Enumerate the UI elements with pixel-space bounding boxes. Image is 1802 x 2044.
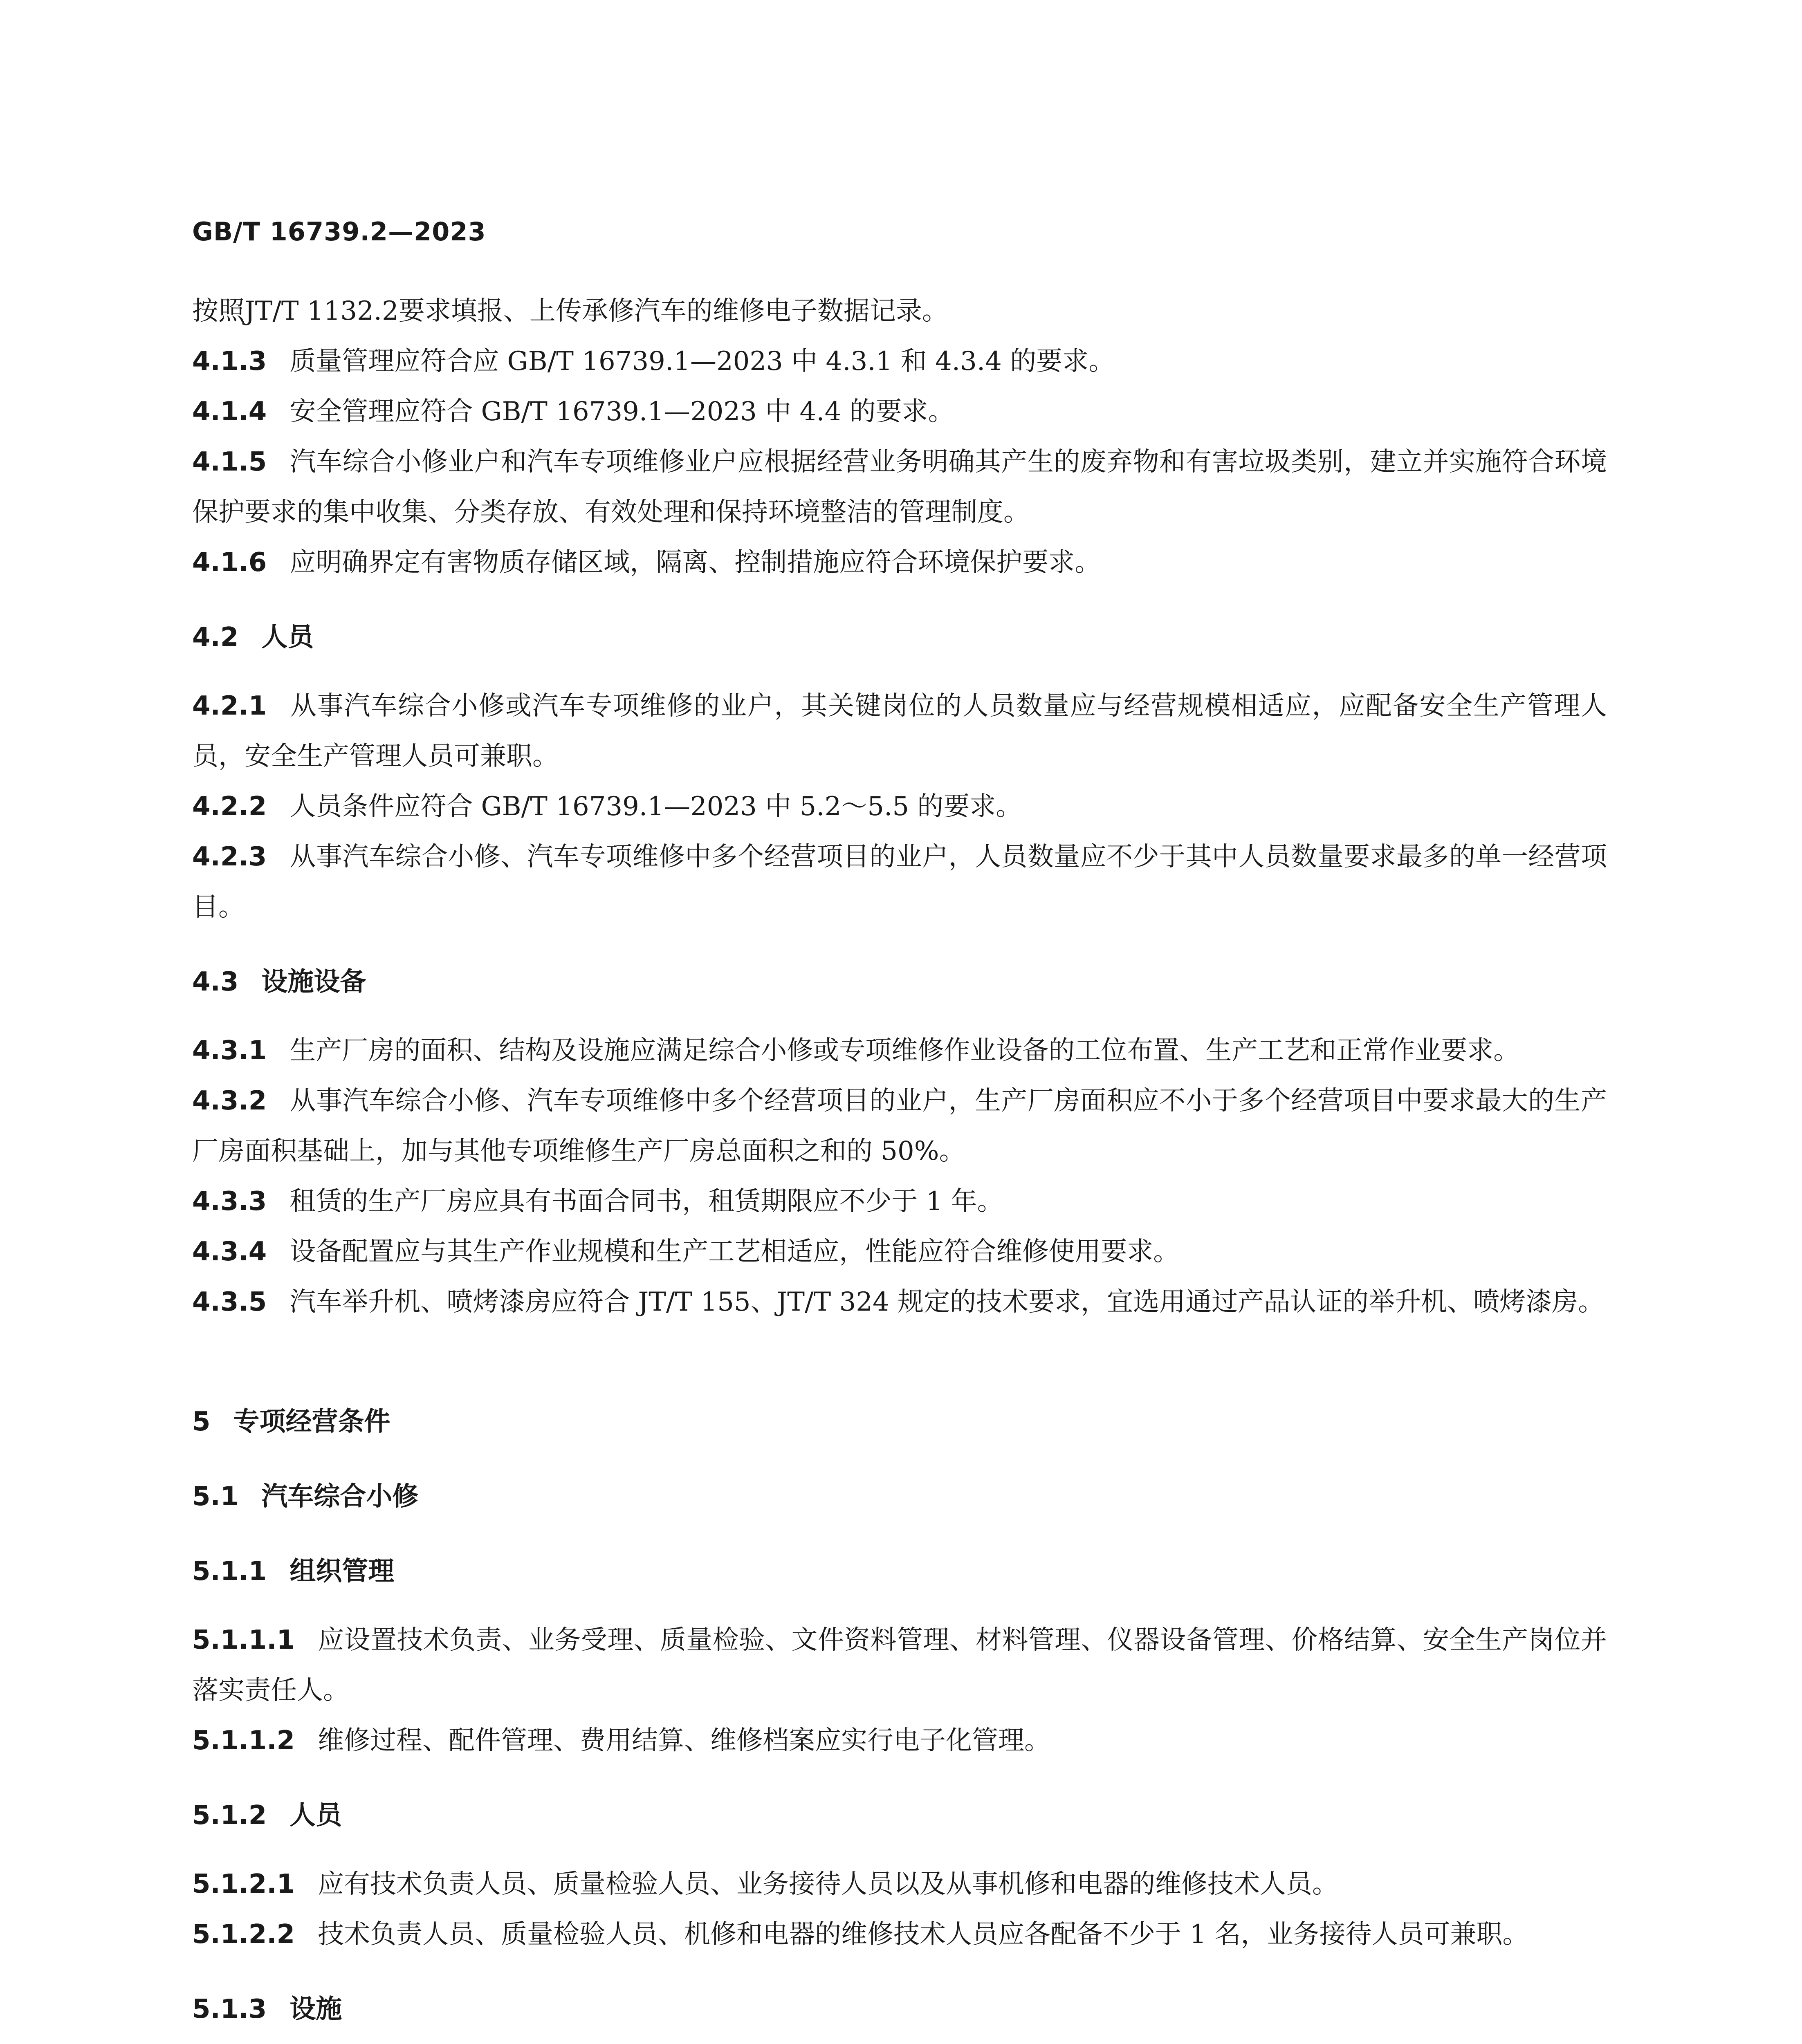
clause-number: 4.3.5 [192,1287,267,1317]
clause-number: 5.1.1.2 [192,1726,295,1756]
clause-text: 按照JT/T 1132.2要求填报、上传承修汽车的维修电子数据记录。 [192,296,948,326]
clause-number: 5.1.2.1 [192,1869,295,1899]
clause-text: 组织管理 [289,1556,395,1587]
clause-paragraph [192,1227,1607,1277]
clause-text: 从事汽车综合小修、汽车专项维修中多个经营项目的业户，人员数量应不少于其中人员数量要求最多的单一经营项目。 [192,842,1607,922]
clause-number: 4.3.4 [192,1237,267,1267]
clause-text: 人员 [289,1800,342,1831]
clause-text: 设备配置应与其生产作业规模和生产工艺相适应，性能应符合维修使用要求。 [289,1237,1180,1267]
clause-number: 5.1.2 [192,1800,267,1831]
standard-code: GB/T 16739.2—2023 [192,217,486,247]
clause-number: 4.3.1 [192,1035,267,1066]
clause-number: 4.1.6 [192,547,267,578]
clause-paragraph [192,336,1607,387]
clause-number: 4.1.5 [192,447,267,477]
clause-text: 技术负责人员、质量检验人员、机修和电器的维修技术人员应各配备不少于 1 名，业务接待人员可兼职。 [318,1919,1529,1950]
clause-paragraph [192,437,1607,538]
clause-text: 维修过程、配件管理、费用结算、维修档案应实行电子化管理。 [318,1726,1051,1756]
clause-paragraph [192,1277,1607,1327]
clause-text: 从事汽车综合小修或汽车专项维修的业户，其关键岗位的人员数量应与经营规模相适应，应配备安全生产管理人员，安全生产管理人员可兼职。 [192,691,1607,771]
clause-text: 人员 [261,622,314,652]
clause-number: 5.1.1.1 [192,1625,295,1655]
clause-text: 安全管理应符合 GB/T 16739.1—2023 中 4.4 的要求。 [289,397,954,427]
clause-number: 5.1.2.2 [192,1919,295,1950]
clause-text: 质量管理应符合应 GB/T 16739.1—2023 中 4.3.1 和 4.3.4 的要求。 [289,346,1115,377]
section-heading [192,957,1607,1007]
clause-text: 应有技术负责人员、质量检验人员、业务接待人员以及从事机修和电器的维修技术人员。 [318,1869,1339,1899]
clause-number: 5.1 [192,1481,239,1512]
clause-paragraph [192,1026,1607,1076]
clause-paragraph [192,782,1607,832]
clause-number: 4.1.4 [192,397,267,427]
clause-paragraph [192,1859,1607,1910]
clause-paragraph [192,387,1607,437]
clause-number: 4.2 [192,622,239,652]
clause-paragraph [192,1177,1607,1227]
clause-number: 5 [192,1407,211,1437]
section-heading [192,1397,1607,1447]
clause-paragraph [192,1910,1607,1960]
clause-paragraph [192,538,1607,588]
clause-text: 人员条件应符合 GB/T 16739.1—2023 中 5.2～5.5 的要求。 [289,791,1022,822]
clause-text: 从事汽车综合小修、汽车专项维修中多个经营项目的业户，生产厂房面积应不小于多个经营项目中要求最大的生产厂房面积基础上，加与其他专项维修生产厂房总面积之和的 50%。 [192,1086,1607,1166]
clause-number: 4.2.2 [192,791,267,822]
clause-text: 租赁的生产厂房应具有书面合同书，租赁期限应不少于 1 年。 [289,1186,1003,1217]
clause-number: 4.3 [192,967,239,997]
clause-number: 4.3.3 [192,1186,267,1217]
clause-number: 4.2.1 [192,691,267,721]
clause-paragraph [192,1615,1607,1716]
section-heading [192,1984,1607,2035]
clause-text: 应设置技术负责、业务受理、质量检验、文件资料管理、材料管理、仪器设备管理、价格结算、安全生产岗位并落实责任人。 [192,1625,1607,1706]
clause-paragraph [192,832,1607,932]
clause-paragraph [192,1716,1607,1766]
clause-text: 应明确界定有害物质存储区域，隔离、控制措施应符合环境保护要求。 [289,547,1101,578]
clause-text: 设施 [289,1994,342,2024]
clause-number: 4.3.2 [192,1086,267,1116]
clause-text: 汽车举升机、喷烤漆房应符合 JT/T 155、JT/T 324 规定的技术要求，宜选用通过产品认证的举升机、喷烤漆房。 [289,1287,1605,1317]
clause-text: 生产厂房的面积、结构及设施应满足综合小修或专项维修作业设备的工位布置、生产工艺和正常作业要求。 [289,1035,1520,1066]
clause-number: 4.1.3 [192,346,267,377]
clause-paragraph [192,1076,1607,1177]
clause-text: 汽车综合小修业户和汽车专项维修业户应根据经营业务明确其产生的废弃物和有害垃圾类别，建立并实施符合环境保护要求的集中收集、分类存放、有效处理和保持环境整洁的管理制度。 [192,447,1607,527]
clause-text: 汽车综合小修 [261,1481,419,1512]
clause-number: 5.1.3 [192,1994,267,2024]
section-heading [192,612,1607,663]
clause-text: 专项经营条件 [233,1407,390,1437]
section-heading [192,1472,1607,1522]
clause-text: 设施设备 [261,967,366,997]
document-body [192,286,1607,2044]
section-heading [192,1791,1607,1841]
clause-paragraph [192,286,1607,336]
section-heading [192,1546,1607,1597]
clause-number: 4.2.3 [192,842,267,872]
clause-paragraph [192,681,1607,782]
clause-number: 5.1.1 [192,1556,267,1587]
